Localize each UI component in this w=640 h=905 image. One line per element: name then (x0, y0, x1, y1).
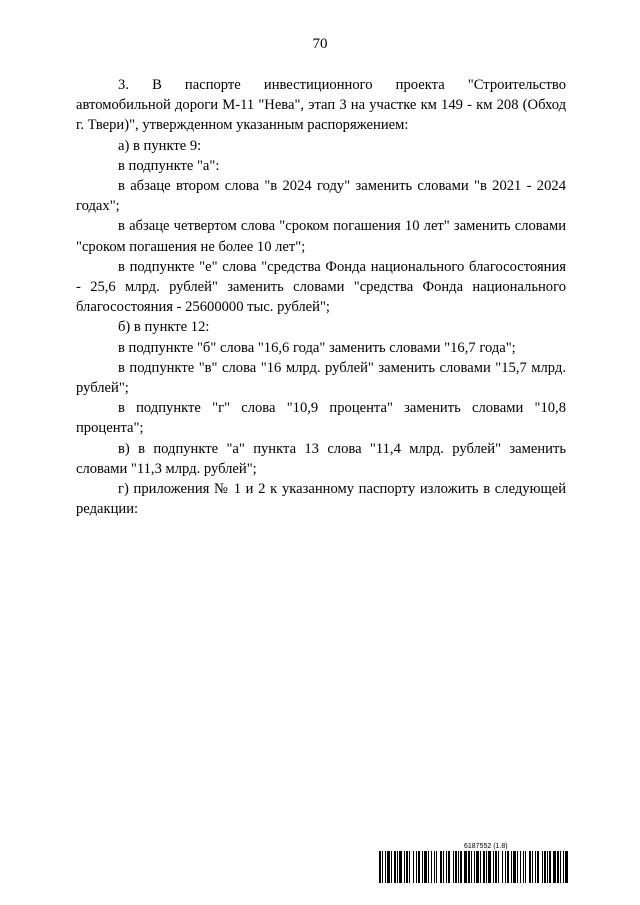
paragraph-subpoint-a: в подпункте "а": (118, 157, 220, 174)
paragraph-g: г) приложения № 1 и 2 к указанному паспорту изложить в следующей редакции: (76, 481, 566, 518)
document-body (76, 75, 566, 519)
paragraph-3-intro: 3. В паспорте инвестиционного проекта "Строительство автомобильной дороги М-11 "Нева", этап 3 на участке км 149 - км 208 (Обход г. Твери)", утвержденном указанным распоряжением: (76, 77, 566, 134)
paragraph-b: б) в пункте 12: (118, 319, 210, 336)
barcode-caption: 6187552 (1.8) (464, 843, 508, 850)
paragraph-subpoint-b: в подпункте "б" слова "16,6 года" заменить словами "16,7 года"; (118, 339, 516, 356)
paragraph-fourth-abzac: в абзаце четвертом слова "сроком погашения 10 лет" заменить словами "сроком погашения не более 10 лет"; (76, 218, 566, 255)
page-number: 70 (312, 36, 328, 52)
barcode-icon (379, 851, 569, 883)
barcode-block (379, 843, 569, 883)
paragraph-subpoint-g: в подпункте "г" слова "10,9 процента" заменить словами "10,8 процента"; (76, 400, 566, 437)
paragraph-subpoint-e: в подпункте "е" слова "средства Фонда национального благосостояния - 25,6 млрд. рублей" заменить словами "средства Фонда национального благосостояния - 25600000 тыс. рублей"; (76, 258, 566, 316)
paragraph-second-abzac: в абзаце втором слова "в 2024 году" заменить словами "в 2021 - 2024 годах"; (76, 178, 566, 215)
paragraph-subpoint-v: в подпункте "в" слова "16 млрд. рублей" заменить словами "15,7 млрд. рублей"; (76, 359, 566, 397)
paragraph-a: а) в пункте 9: (118, 137, 202, 154)
paragraph-v: в) в подпункте "а" пункта 13 слова "11,4 млрд. рублей" заменить словами "11,3 млрд. рублей"; (76, 440, 566, 477)
